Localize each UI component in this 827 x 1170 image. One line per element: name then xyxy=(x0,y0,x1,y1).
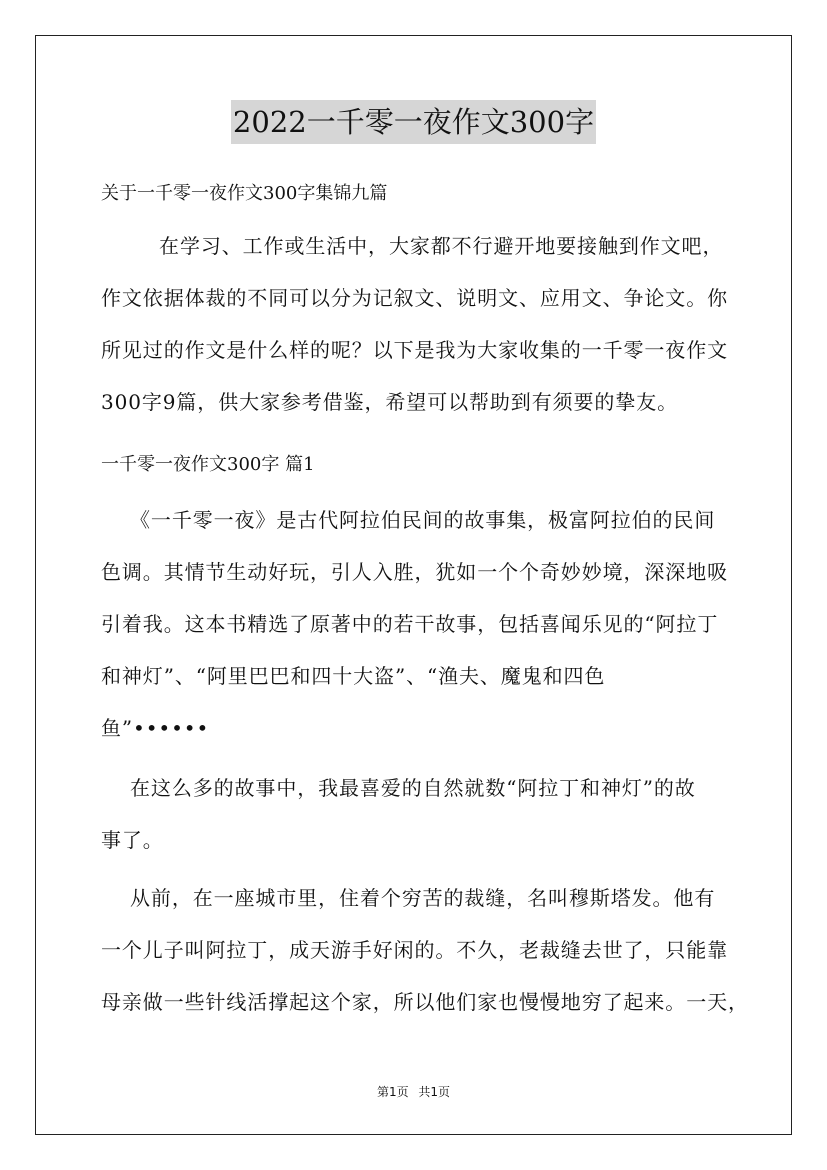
intro-line: 作文依据体裁的不同可以分为记叙文、说明文、应用文、争论文。你 xyxy=(101,286,728,310)
intro-line: 在学习、工作或生活中，大家都不行避开地要接触到作文吧， xyxy=(101,234,724,258)
paragraph-line: 母亲做一些针线活撑起这个家，所以他们家也慢慢地穷了起来。一天， xyxy=(101,990,749,1014)
paragraph-line: 在这么多的故事中，我最喜爱的自然就数“阿拉丁和神灯”的故 xyxy=(101,776,696,800)
paragraph-line: 事了。 xyxy=(101,828,164,852)
intro-line: 所见过的作文是什么样的呢？以下是我为大家收集的一千零一夜作文 xyxy=(101,338,728,362)
title-block xyxy=(0,100,827,144)
intro-line: 300字9篇，供大家参考借鉴，希望可以帮助到有须要的挚友。 xyxy=(101,390,678,414)
paragraph-line: 色调。其情节生动好玩，引人入胜，犹如一个个奇妙妙境，深深地吸 xyxy=(101,560,728,584)
paragraph-line: 一个儿子叫阿拉丁，成天游手好闲的。不久，老裁缝去世了，只能靠 xyxy=(101,938,728,962)
intro-paragraph xyxy=(101,233,729,441)
document-title: 2022一千零一夜作文300字 xyxy=(231,100,596,144)
story-paragraph-3 xyxy=(101,885,749,1041)
page-total: 共1页 xyxy=(418,1085,451,1099)
paragraph-line: 从前，在一座城市里，住着个穷苦的裁缝，名叫穆斯塔发。他有 xyxy=(101,886,716,910)
story-paragraph-1 xyxy=(101,507,729,767)
document-subtitle: 关于一千零一夜作文300字集锦九篇 xyxy=(101,183,388,204)
paragraph-line: 鱼”•••••• xyxy=(101,716,210,740)
paragraph-line: 和神灯”、“阿里巴巴和四十大盗”、“渔夫、魔鬼和四色 xyxy=(101,664,606,688)
paragraph-line: 《一千零一夜》是古代阿拉伯民间的故事集，极富阿拉伯的民间 xyxy=(101,508,716,532)
story-paragraph-2 xyxy=(101,775,729,879)
paragraph-line: 引着我。这本书精选了原著中的若干故事，包括喜闻乐见的“阿拉丁 xyxy=(101,612,719,636)
section-heading: 一千零一夜作文300字 篇1 xyxy=(101,454,315,475)
page-footer xyxy=(0,1083,827,1100)
page-number: 第1页 xyxy=(376,1085,409,1099)
